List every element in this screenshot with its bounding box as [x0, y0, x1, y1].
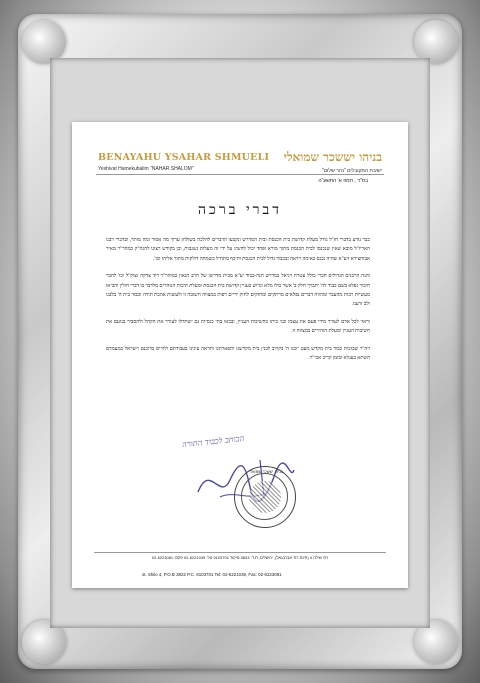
footer-divider: [94, 552, 386, 553]
stamp-emblem: [249, 481, 281, 513]
letter-page: [72, 122, 408, 588]
paragraph: כבר נודע בדברי חז"ל גודל מעלת קדושת בית הכנסת ובית המדרש ונקבעו הדברים להלכה בשולחן ערוך מה אסור ומה מותר, ובדברי רבנו האריז"ל מובא שאין שנכנסו לבית הכנסת מתוך מורא ופחד יכול להשיג על ידי זה מעלות נשגבות, וכן בקודש רצונו להגה"ק כמהר"ר מאיר אבוחצירא זיע"א שהיה נכנס באימה ויראה ובכבוד גדול לבית הכנסת ותיכף מתחיל בשמחה דולקות מתוך אליהו וכו'.: [106, 237, 370, 262]
header-divider: [96, 174, 384, 175]
letter-title: דברי ברכה: [198, 202, 282, 218]
letterhead-english: [98, 152, 270, 172]
footer-address-hebrew: רח' שילה 4 (פינת רח' אברבנאל), ירושלים, ת.ד. 3833 מיקוד 9103701 טל: 02-6221039 פקס: 02-6223081: [151, 555, 329, 560]
letter-date: בס"ד , תמוז א' התשע"ה: [318, 178, 368, 184]
org-name-english: BENAYAHU YSAHAR SHMUELI: [98, 152, 270, 163]
sign-off-handwritten: הכותב לכבוד התורה: [181, 433, 245, 450]
official-stamp-icon: [234, 466, 296, 528]
footer-address-english: st. Shilo 4, P.O.B 3822 P.C. 9103701 Tel: 02-6221039, Fax: 02-6223081: [142, 572, 282, 577]
org-subtitle-hebrew: ישיבת המקובלים "נהר שלום": [321, 168, 382, 174]
org-subtitle-english: Yeshivat Hamekubalim "NAHAR SHALOM": [98, 166, 194, 172]
stamp-text: בניהו יששכר שמואלי: [248, 469, 284, 474]
letter-body: [106, 236, 370, 371]
org-name-hebrew: בניהו יששכר שמואלי: [283, 150, 382, 164]
paragraph: וראוי לכל אדם לעורר מידי פעם את עצמו ובני ביתו בחשיבות העניין, ובבאו בתי כנסיות גם ישתדלו לעורר את הקהל ולהסביר בנועם את חשיבות העניין ומעלת הזהירים במצווה זו.: [106, 318, 370, 335]
paragraph: והנה הרבנים הגדולים חברי כולל עטרת דניאל במדרש חנה-כבוד יע"א מבית מדרשו של הרב הגאון כמוהר"ר דוד צדקה זצוק"ל וכו' לחבר חיבור נפלא בשם כבוד לה' יתברך חלק ב' אשר כולו מלא וגדוש בעניין קדושת בית הכנסת ומעלת תיכות הנזהרים מלדבר בו דברי חולין והביאו מעשיות רבות מהעבר ומהווה דברים נפלאים מרתקים ומחזקים לחזק ידיים רפות במצווה חשובה זו ולעשות אהבת תורה וכבוד בית ה' בלבנו ולב זרענו.: [106, 273, 370, 308]
paragraph: ויה"ר שבזכות כבוד בית מקדש מעט יזכנו ה' בקרוב לבנין בית מקדשנו ותפארתנו ותראה עינינו בעבודתם ולוויים בדוכנם וישראל במעמדם השתא בעגלא ובזמן קריב אכי"ר.: [106, 345, 370, 362]
letterhead-hebrew: [242, 150, 382, 174]
